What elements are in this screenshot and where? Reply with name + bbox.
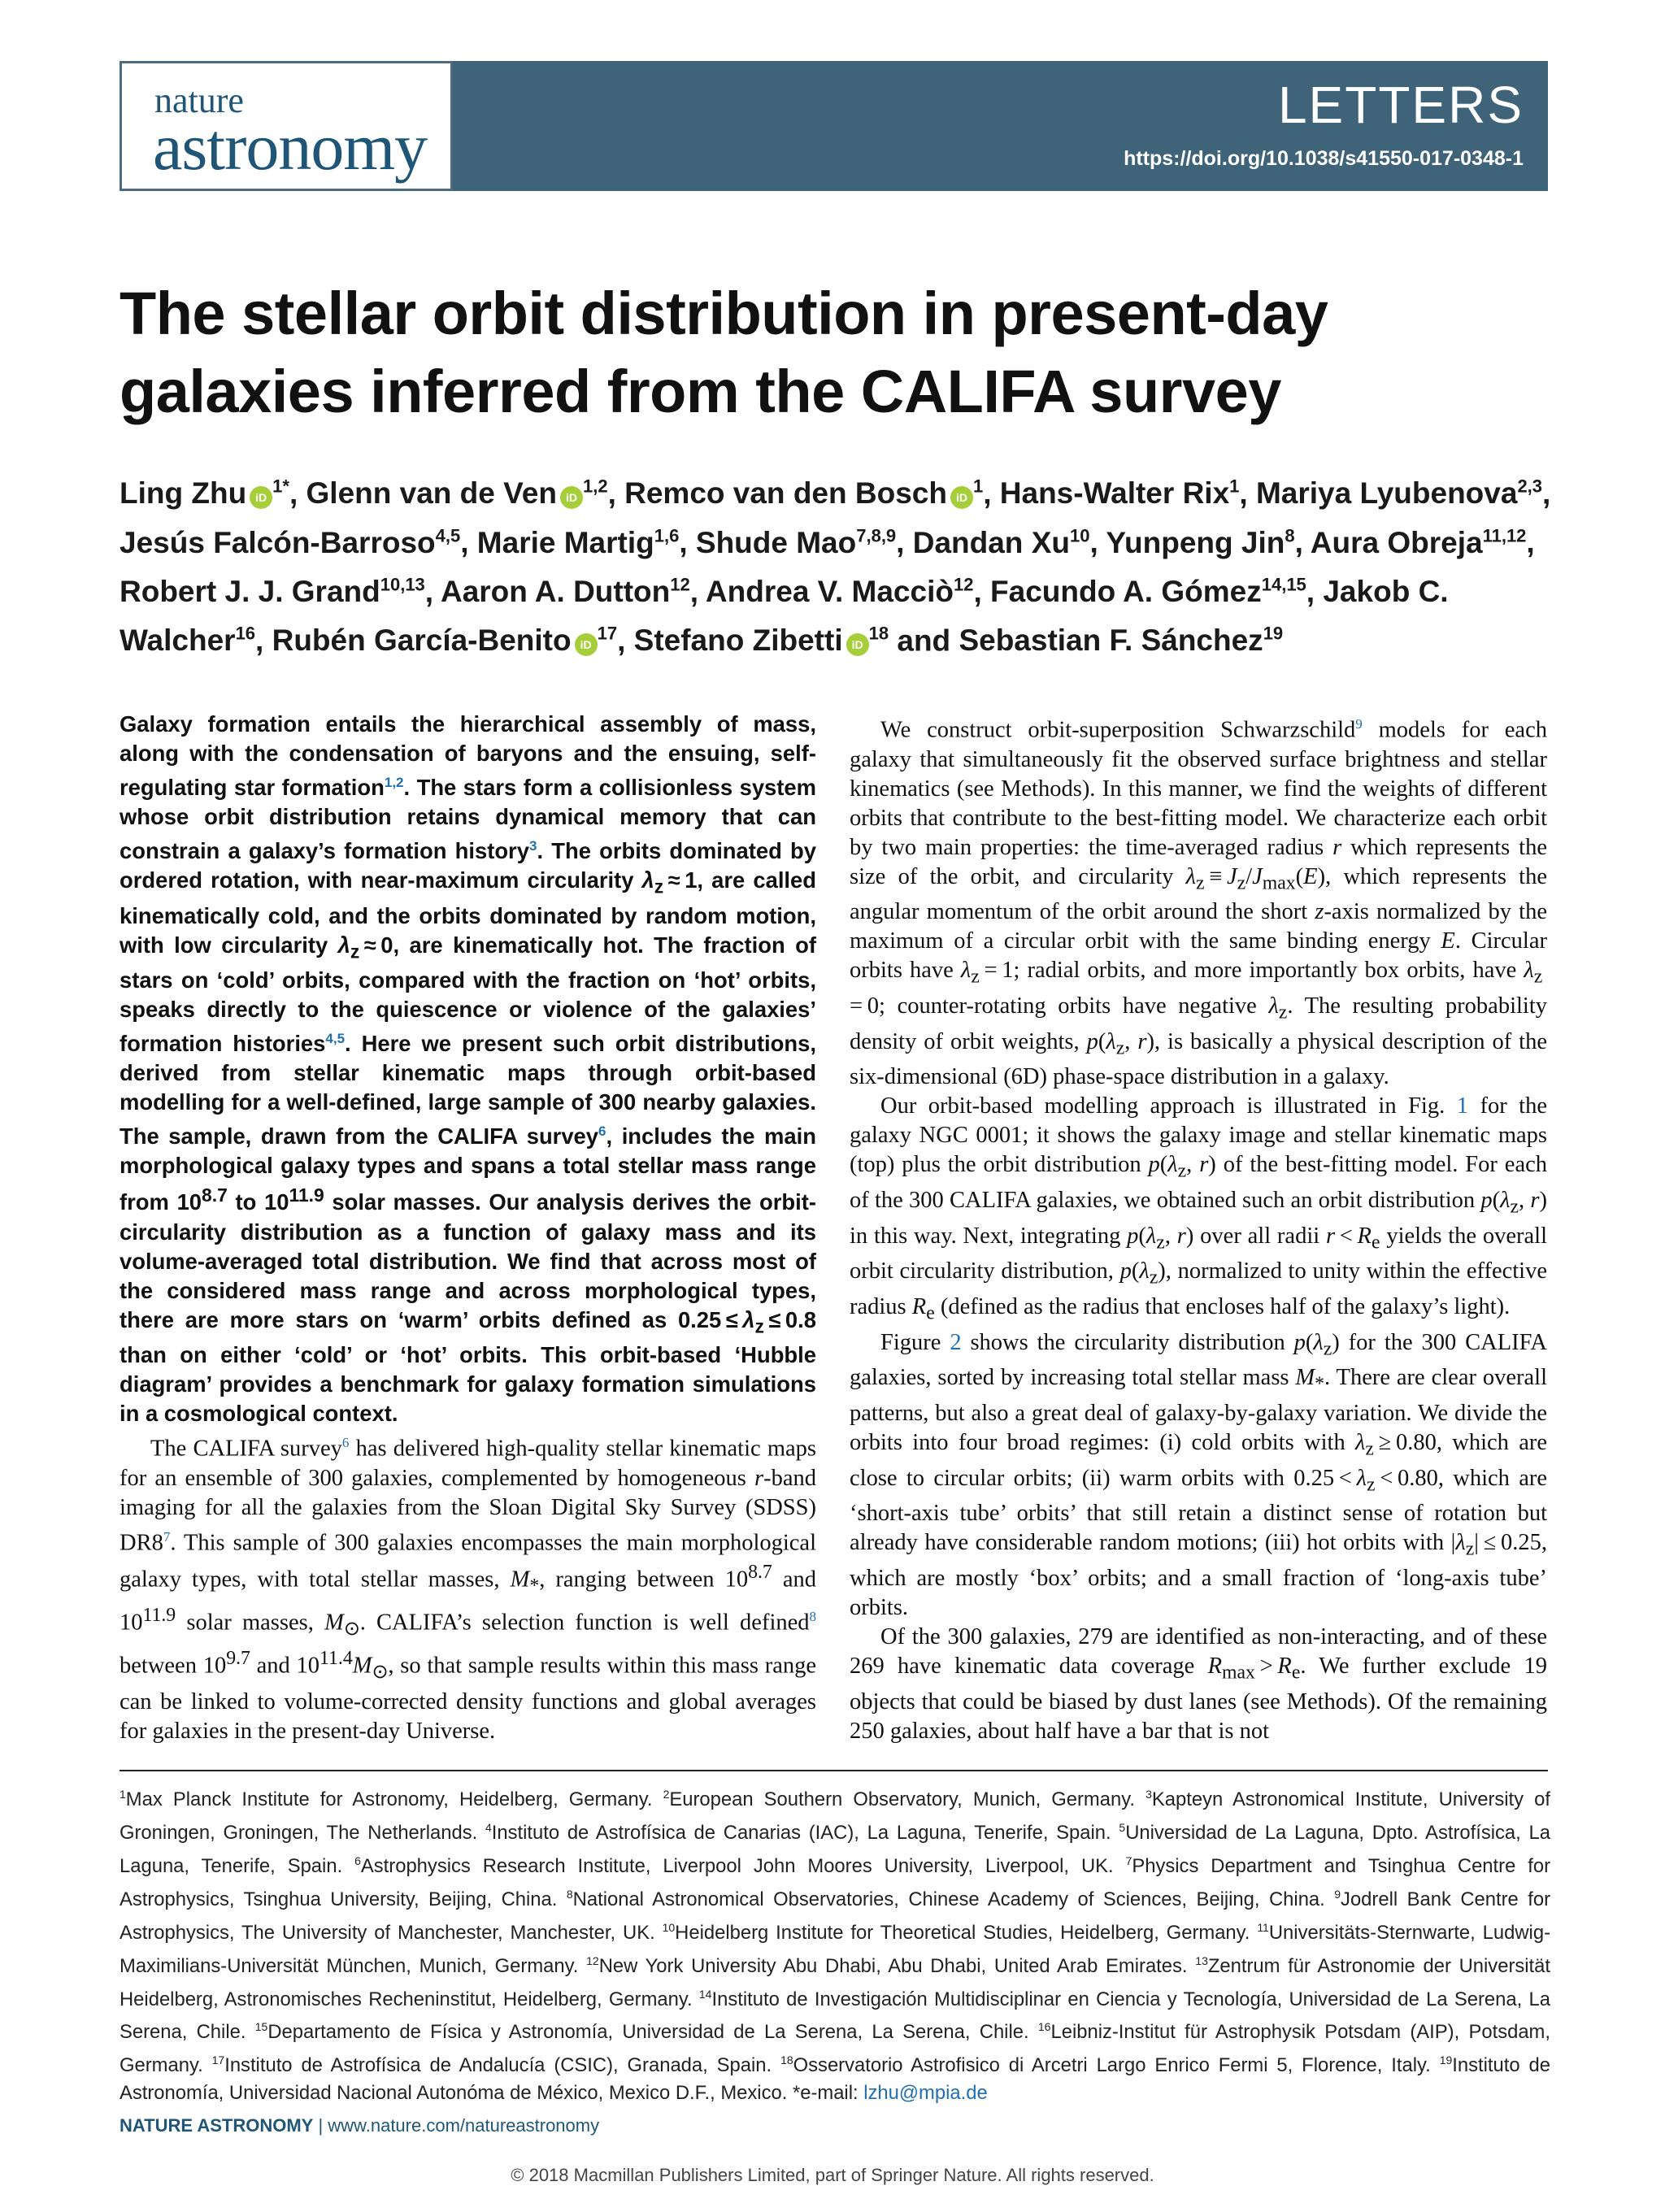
author-name: Aaron A. Dutton [440, 574, 671, 608]
author[interactable] [1106, 526, 1294, 559]
author-name: Yunpeng Jin [1106, 525, 1285, 559]
author[interactable] [272, 624, 617, 657]
author-name: Shude Mao [695, 525, 857, 559]
author-affiliation-sup: 1* [272, 476, 289, 497]
body-paragraph: Our orbit-based modelling approach is illustrated in Fig. 1 for the galaxy NGC 0001; it shows the galaxy image and stellar kinematic maps (top) plus the orbit distribution $p(\lambda_z$, r) of the best-fitting model. For each of the 300 CALIFA galaxies, we obtained such an orbit distribution $p(\lambda_z$, r) in this way. Next, integrating $p(\lambda_z$, r) over all radii $r < R_e$ yields the overall orbit circularity distribution, $p(\lambda_z)$, normalized to unity within the effective radius $R_e$ (defined as the radius that encloses half of the galaxy’s light). [850, 1093, 1548, 1324]
author-name: Jesús Falcón-Barroso [120, 525, 436, 559]
author-affiliation-sup: 8 [1285, 525, 1295, 546]
author-name: Rubén García-Benito [272, 624, 572, 658]
affiliations: $^1$Max Planck Institute for Astronomy, Heidelberg, Germany. $^2$European Southern Observatory, Munich, Germany. $^3$Kapteyn Astronomical Institute, University of Groningen, Groningen, The Netherlands. $^4$Instituto de Astrofísica de Canarias (IAC), La Laguna, Tenerife, Spain. $^5$Universidad de La Laguna, Dpto. Astrofísica, La Laguna, Tenerife, Spain. $^6$Astrophysics Research Institute, Liverpool John Moores University, Liverpool, UK. $^7$Physics Department and Tsinghua Centre for Astrophysics, Tsinghua University, Beijing, China. $^8$National Astronomical Observatories, Chinese Academy of Sciences, Beijing, China. $^9$Jodrell Bank Centre for Astrophysics, The University of Manchester, Manchester, UK. $^{10}$Heidelberg Institute for Theoretical Studies, Heidelberg, Germany. $^{11}$Universitäts-Sternwarte, Ludwig-Maximilians-Universität München, Munich, Germany. $^{12}$New York University Abu Dhabi, Abu Dhabi, United Arab Emirates. $^{13}$Zentrum für Astronomie der Universität Heidelberg, Astronomisches Recheninstitut, Heidelberg, Germany. $^{14}$Instituto de Investigación Multidisciplinar en Ciencia y Tecnología, Universidad de La Serena, La Serena, Chile. $^{15}$Departamento de Física y Astronomía, Universidad de La Serena, La Serena, Chile. $^{16}$Leibniz-Institut für Astrophysik Potsdam (AIP), Potsdam, Germany. $^{17}$Instituto de Astrofísica de Andalucía (CSIC), Granada, Spain. $^{18}$Osservatorio Astrofisico di Arcetri Largo Enrico Fermi 5, Florence, Italy. $^{19}$Instituto de Astronomía, Universidad Nacional Autonóma de México, Mexico D.F., Mexico. *e-mail: lzhu@mpia.de [120, 1788, 1551, 2105]
journal-name: NATURE ASTRONOMY [120, 2115, 314, 2136]
journal-url-link[interactable]: www.nature.com/natureastronomy [328, 2115, 600, 2136]
body-paragraph: Figure 2 shows the circularity distribution $p(\lambda_z)$ for the 300 CALIFA galaxies, sorted by increasing total stellar mass $M_*$. There are clear overall patterns, but also a great deal of galaxy-by-galaxy variation. We divide the orbits into four broad regimes: (i) cold orbits with $\lambda_z \ge 0.80$, which are close to circular orbits; (ii) warm orbits with $0.25 < \lambda_z < 0.80$, which are ‘short-axis tube’ orbits’ that still retain a distinct sense of rotation but already have considerable random motions; (iii) hot orbits with $|\lambda_z| \le 0.25$, which are mostly ‘box’ orbits; and a small fraction of ‘long-axis tube’ orbits. [850, 1329, 1547, 1621]
author-affiliation-sup: 14,15 [1261, 574, 1306, 595]
author-affiliation-sup: 10,13 [380, 574, 425, 595]
section-label: LETTERS [1277, 76, 1524, 134]
author-affiliation-sup: 10 [1069, 525, 1090, 546]
orcid-icon[interactable]: iD [950, 486, 973, 509]
body-paragraph: Of the 300 galaxies, 279 are identified as non-interacting, and of these 269 have kinematic data coverage $R_{max} > R_e$. We further exclude 19 objects that could be biased by dust lanes (see Methods). Of the remaining 250 galaxies, about half have a bar that is not [850, 1624, 1547, 1744]
journal-footer [120, 2115, 599, 2136]
author-affiliation-sup: 16 [235, 623, 256, 644]
orcid-icon[interactable]: iD [250, 486, 272, 509]
author[interactable] [120, 575, 425, 608]
doi-link[interactable]: https://doi.org/10.1038/s41550-017-0348-1 [1124, 147, 1524, 170]
author[interactable] [634, 624, 889, 657]
author-affiliation-sup: 18 [868, 623, 889, 644]
author[interactable] [959, 624, 1283, 657]
author-affiliation-sup: 2,3 [1517, 476, 1543, 497]
author-name: Jakob C. Walcher [120, 574, 1449, 658]
author-affiliation-sup: 19 [1263, 623, 1284, 644]
body-paragraph: The CALIFA survey$^6$ has delivered high-quality stellar kinematic maps for an ensemble of 300 galaxies, complemented by homogeneous r-band imaging for all the galaxies from the Sloan Digital Sky Survey (SDSS) DR8$^7$. This sample of 300 galaxies encompasses the main morphological galaxy types, with total stellar masses, $M_*$, ranging between $10^{8.7}$ and $10^{11.9}$ solar masses, $M_⊙$. CALIFA’s selection function is well defined$^8$ between $10^{9.7}$ and $10^{11.4}M_⊙$, so that sample results within this mass range can be linked to volume-corrected density functions and global averages for galaxies in the present-day Universe. [120, 1435, 817, 1744]
author-affiliation-sup: 1,6 [654, 525, 680, 546]
author-name: Stefano Zibetti [633, 624, 843, 658]
journal-logo[interactable] [120, 61, 453, 191]
author[interactable] [477, 526, 680, 559]
author[interactable] [441, 575, 690, 608]
author[interactable] [624, 476, 983, 510]
author-affiliation-sup: 17 [597, 623, 618, 644]
author-name: Ling Zhu [120, 476, 247, 511]
author-name: Andrea V. Macciò [705, 574, 954, 608]
author-name: Mariya Lyubenova [1255, 476, 1518, 511]
author-affiliation-sup: 1 [972, 476, 984, 497]
author[interactable] [306, 476, 608, 510]
author-name: Glenn van de Ven [306, 476, 557, 511]
copyright-notice: © 2018 Macmillan Publishers Limited, part of Springer Nature. All rights reserved. [511, 2165, 1154, 2185]
author-name: Hans-Walter Rix [999, 476, 1230, 511]
author-name: Sebastian F. Sánchez [959, 624, 1263, 658]
author[interactable] [120, 476, 289, 510]
author[interactable] [1311, 526, 1527, 559]
author-affiliation-sup: 4,5 [435, 525, 461, 546]
author-name: Aura Obreja [1310, 525, 1483, 559]
author-name: Marie Martig [476, 525, 654, 559]
author[interactable] [1256, 476, 1542, 510]
logo-astronomy-text: astronomy [153, 110, 428, 184]
author[interactable] [706, 575, 974, 608]
author[interactable] [990, 575, 1306, 608]
author[interactable] [696, 526, 896, 559]
orcid-icon[interactable]: iD [560, 486, 583, 509]
author-list: Ling Zhu $iD^{1*}$, Glenn van de Ven iD$^{1,2}$, Remco van den Bosch $iD^1$, Hans-Walter Rix$^1$, Mariya Lyubenova$^{2,3}$, Jesús Falcón-Barroso$^{4,5}$, Marie Martig$^{1,6}$, Shude Mao$^{7,8,9}$, Dandan Xu$^{10}$, Yunpeng Jin$^8$, Aura Obreja$^{11,12}$, Robert J. J. Grand$^{10,13}$, Aaron A. Dutton$^{12}$, Andrea V. Macciò$^{12}$, Facundo A. Gómez$^{14,15}$, Jakob C. Walcher$^{16}$, Rubén García-Benito $iD^{17}$, Stefano Zibetti $iD^{18}$ and Sebastian F. Sánchez$^{19}$ [120, 476, 1551, 658]
author[interactable] [120, 526, 460, 559]
footnote-divider [120, 1770, 1548, 1771]
body-paragraph: We construct orbit-superposition Schwarzschild$^9$ models for each galaxy that simultaneously fit the observed surface brightness and stellar kinematics (see Methods). In this manner, we find the weights of different orbits that contribute to the best-fitting model. We characterize each orbit by two main properties: the time-averaged radius r which represents the size of the orbit, and circularity $\lambda_z \equiv J_z/J_{max}(E)$, which represents the angular momentum of the orbit around the short z-axis normalized by the maximum of a circular orbit with the same binding energy E. Circular orbits have $\lambda_z = 1$; radial orbits, and more importantly box orbits, have $\lambda_z = 0$; counter-rotating orbits have negative $\lambda_z$. The resulting probability density of orbit weights, $p(\lambda_z$, r), is basically a physical description of the six-dimensional (6D) phase-space distribution in a galaxy. [850, 716, 1548, 1090]
author-name: Remco van den Bosch [624, 476, 947, 511]
left-column [120, 710, 816, 1746]
author-affiliation-sup: 1 [1229, 476, 1240, 497]
footer-separator: | [313, 2115, 328, 2136]
author-name: Facundo A. Gómez [990, 574, 1262, 608]
logo-nature-text: nature [154, 80, 244, 120]
author-affiliation-sup: 12 [670, 574, 690, 595]
author-name: Robert J. J. Grand [120, 574, 380, 608]
author-affiliation-sup: 11,12 [1482, 525, 1527, 546]
orcid-icon[interactable]: iD [575, 633, 598, 656]
abstract: Galaxy formation entails the hierarchical assembly of mass, along with the condensation of baryons and the ensuing, self-regulating star formation$^{1,2}$. The stars form a collisionless system whose orbit distribution retains dynamical memory that can constrain a galaxy’s formation history$^3$. The orbits dominated by ordered rotation, with near-maximum circularity $\lambda_z \approx 1$, are called kinematically cold, and the orbits dominated by random motion, with low circularity $\lambda_z \approx 0$, are kinematically hot. The fraction of stars on ‘cold’ orbits, compared with the fraction on ‘hot’ orbits, speaks directly to the quiescence or violence of the galaxies’ formation histories$^{4,5}$. Here we present such orbit distributions, derived from stellar kinematic maps through orbit-based modelling for a well-defined, large sample of 300 nearby galaxies. The sample, drawn from the CALIFA survey$^6$, includes the main morphological galaxy types and spans a total stellar mass range from $10^{8.7}$ to $10^{11.9}$ solar masses. Our analysis derives the orbit-circularity distribution as a function of galaxy mass and its volume-averaged total distribution. We find that across most of the considered mass range and across morphological types, there are more stars on ‘warm’ orbits defined as $0.25 \le \lambda_z \le 0.8$ than on either ‘cold’ or ‘hot’ orbits. This orbit-based ‘Hubble diagram’ provides a benchmark for galaxy formation simulations in a cosmological context. [120, 711, 817, 1427]
header-bar [453, 61, 1548, 191]
article-title: The stellar orbit distribution in present-day galaxies inferred from the CALIFA survey [120, 280, 1328, 425]
author[interactable] [1000, 476, 1240, 510]
orcid-icon[interactable]: iD [846, 633, 869, 656]
author[interactable] [913, 526, 1090, 559]
author-affiliation-sup: 12 [953, 574, 974, 595]
author-affiliation-sup: 1,2 [582, 476, 608, 497]
author-name: Dandan Xu [912, 525, 1070, 559]
right-column [850, 710, 1547, 1746]
author-affiliation-sup: 7,8,9 [856, 525, 897, 546]
